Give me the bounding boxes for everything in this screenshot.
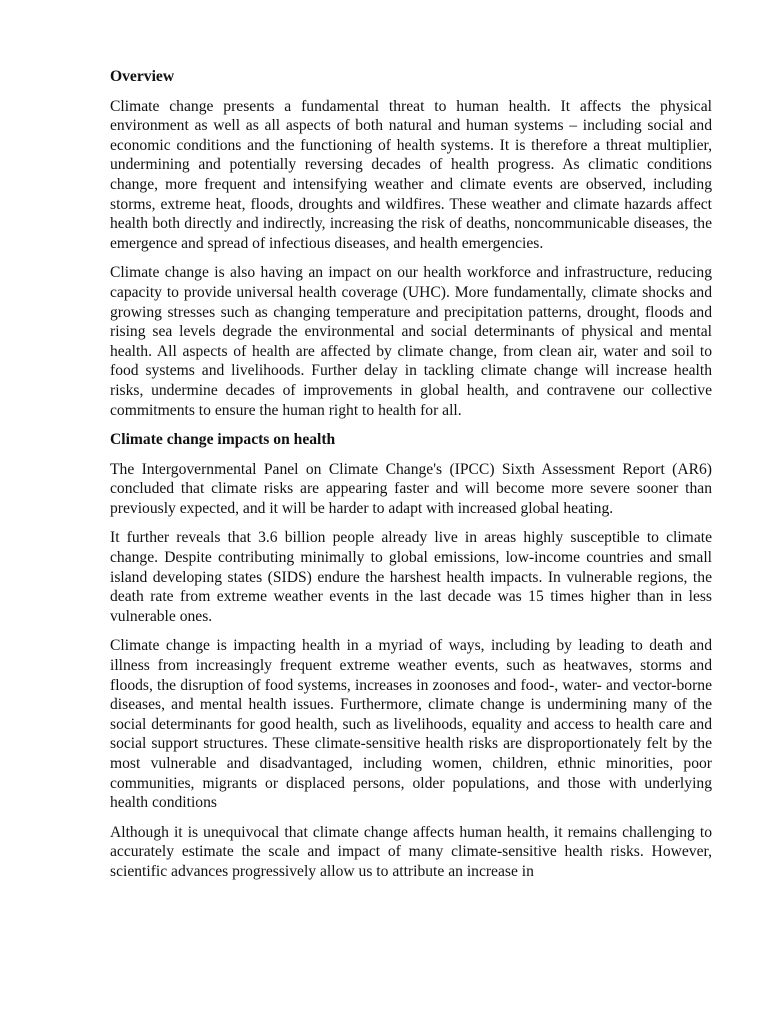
impacts-paragraph-3: Climate change is impacting health in a myriad of ways, including by leading to death and illness from increasingly frequent extreme weather events, such as heatwaves, storms and floods, the disruption of food systems, increases in zoonoses and food-, water- and vector-borne diseases, and mental health issues. Furthermore, climate change is undermining many of the social determinants for good health, such as livelihoods, equality and access to health care and social support structures. These climate-sensitive health risks are disproportionately felt by the most vulnerable and disadvantaged, including women, children, ethnic minorities, poor communities, migrants or displaced persons, older populations, and those with underlying health conditions [110,637,712,812]
impacts-paragraph-1: The Intergovernmental Panel on Climate Change's (IPCC) Sixth Assessment Report (AR6) concluded that climate risks are appearing faster and will become more severe sooner than previously expected, and it will be harder to adapt with increased global heating. [110,460,712,517]
overview-paragraph-2: Climate change is also having an impact on our health workforce and infrastructure, reducing capacity to provide universal health coverage (UHC). More fundamentally, climate shocks and growing stresses such as changing temperature and precipitation patterns, drought, floods and rising sea levels degrade the environmental and social determinants of physical and mental health. All aspects of health are affected by climate change, from clean air, water and soil to food systems and livelihoods. Further delay in tackling climate change will increase health risks, undermine decades of improvements in global health, and contravene our collective commitments to ensure the human right to health for all. [110,264,712,419]
section-heading-overview: Overview [110,68,175,85]
overview-paragraph-1: Climate change presents a fundamental threat to human health. It affects the physical environment as well as all aspects of both natural and human systems – including social and economic conditions and the functioning of health systems. It is therefore a threat multiplier, undermining and potentially reversing decades of health progress. As climatic conditions change, more frequent and intensifying weather and climate events are observed, including storms, extreme heat, floods, droughts and wildfires. These weather and climate hazards affect health both directly and indirectly, increasing the risk of deaths, noncommunicable diseases, the emergence and spread of infectious diseases, and health emergencies. [110,97,712,252]
section-heading-impacts: Climate change impacts on health [110,431,336,449]
impacts-paragraph-4: Although it is unequivocal that climate change affects human health, it remains challenging to accurately estimate the scale and impact of many climate-sensitive health risks. However, scientific advances progressively allow us to attribute an increase in [110,823,712,880]
document-page [110,67,712,892]
impacts-paragraph-2: It further reveals that 3.6 billion people already live in areas highly susceptible to climate change. Despite contributing minimally to global emissions, low-income countries and small island developing states (SIDS) endure the harshest health impacts. In vulnerable regions, the death rate from extreme weather events in the last decade was 15 times higher than in less vulnerable ones. [110,529,712,625]
